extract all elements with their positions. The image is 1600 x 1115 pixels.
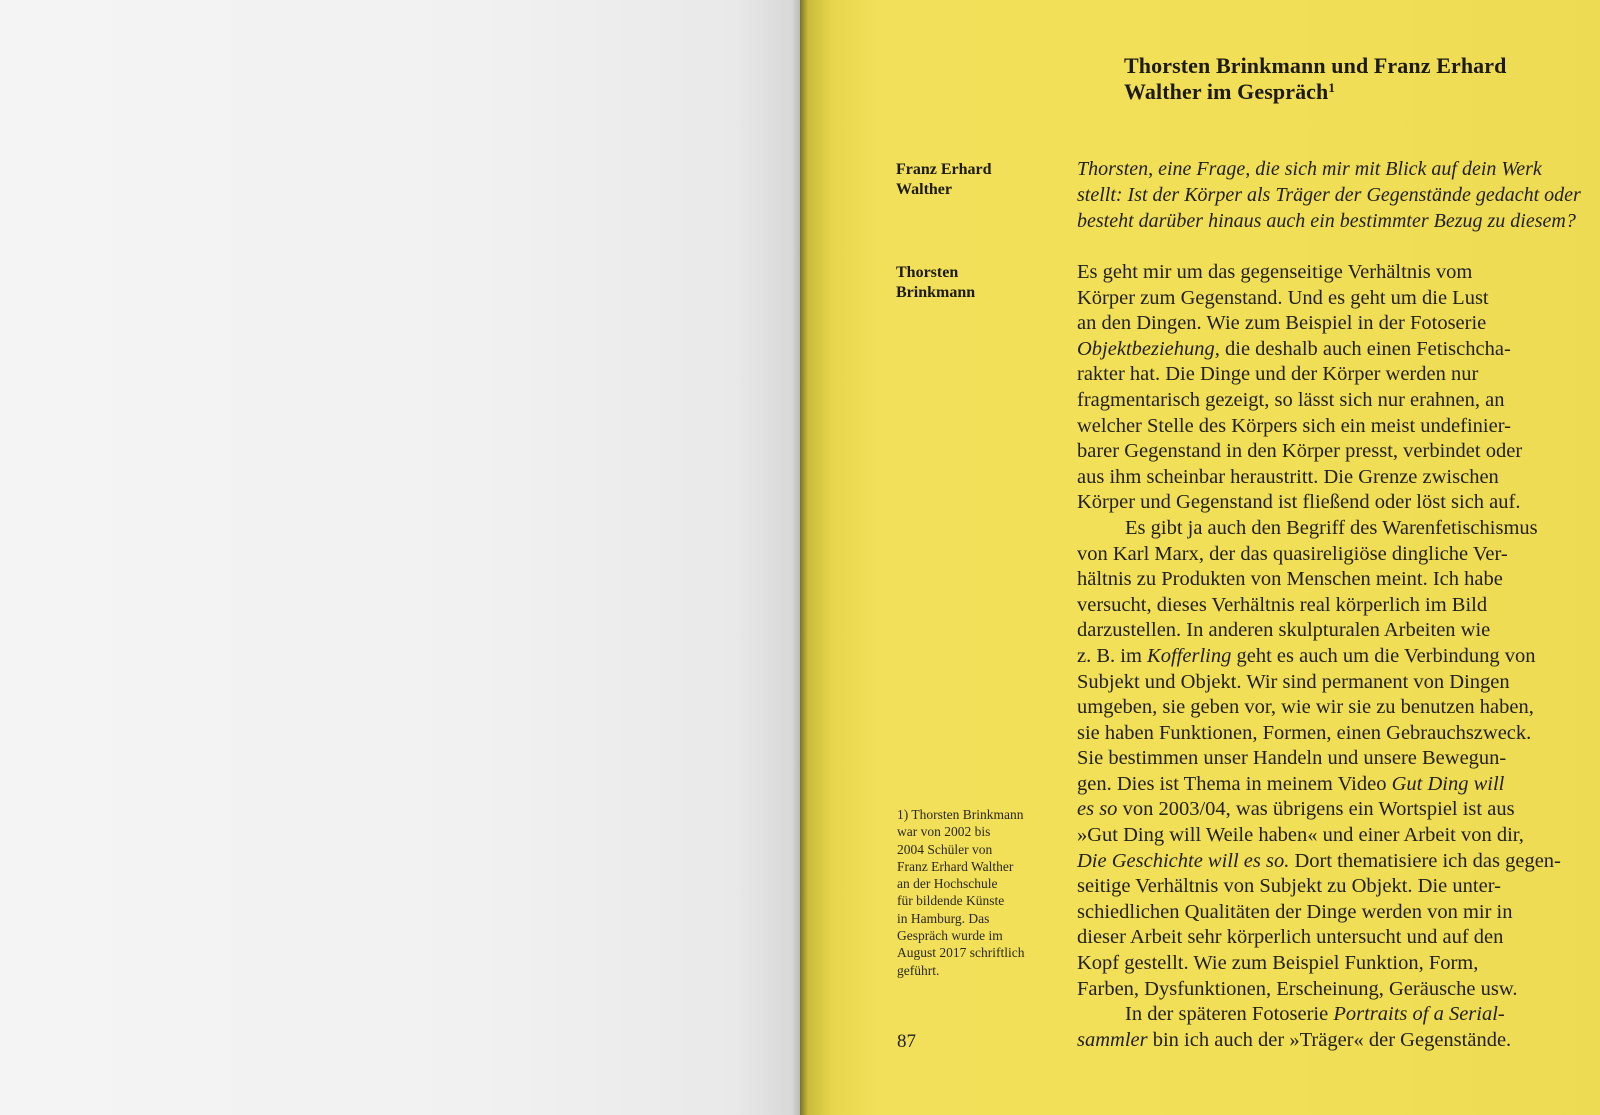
answer-line: an den Dingen. Wie zum Beispiel in der Fotoserie (1077, 312, 1487, 335)
speaker-brinkmann-line-2: Brinkmann (896, 284, 976, 301)
footnote-line: für bildende Künste (897, 893, 1005, 909)
answer-line-start: z. B. im (1077, 644, 1148, 667)
footnote-line: 2004 Schüler von (897, 841, 993, 857)
work-title-portraits-cont: sammler (1077, 1028, 1148, 1051)
answer-line-rest: Dort thematisiere ich das gegen- (1289, 849, 1561, 872)
footnote-line: in Hamburg. Das (897, 910, 990, 926)
answer-line-start: gen. Dies ist Thema in meinem Video (1077, 772, 1392, 795)
work-title-gut-ding-cont: es so (1077, 798, 1118, 821)
answer-line: rakter hat. Die Dinge und der Körper werden nur (1077, 363, 1479, 386)
answer-line: welcher Stelle des Körpers sich ein meist undefinier- (1077, 414, 1511, 437)
answer-line-rest: die deshalb auch einen Fetischcha- (1219, 337, 1511, 360)
answer-line-rest: bin ich auch der »Träger« der Gegenstände. (1147, 1028, 1512, 1051)
answer-line (1077, 849, 1587, 875)
answer-line (1077, 1028, 1587, 1054)
question-line: besteht darüber hinaus auch ein bestimmter Bezug zu diesem? (1077, 210, 1576, 232)
speaker-label-brinkmann (896, 263, 975, 303)
footnote-line: Gespräch wurde im (897, 928, 1003, 944)
work-title-kofferling: Kofferling (1147, 644, 1232, 667)
answer-line: Körper und Gegenstand ist fließend oder löst sich auf. (1077, 491, 1521, 514)
answer-line: aus ihm scheinbar heraustritt. Die Grenze zwischen (1077, 465, 1499, 488)
answer-line: Sie bestimmen unser Handeln und unsere Bewegun- (1077, 747, 1507, 770)
answer-line: hältnis zu Produkten von Menschen meint. Ich habe (1077, 568, 1503, 591)
title-line-2: Walther im Gespräch (1124, 79, 1329, 104)
footnote-line: an der Hochschule (897, 876, 998, 892)
work-title-objektbeziehung: Objektbeziehung, (1077, 337, 1220, 360)
answer-line (1077, 644, 1587, 670)
answer-line: versucht, dieses Verhältnis real körperlich im Bild (1077, 593, 1488, 616)
answer-text (1077, 260, 1587, 1053)
answer-line (1077, 1002, 1587, 1028)
answer-line: fragmentarisch gezeigt, so lässt sich nur erahnen, an (1077, 388, 1505, 411)
answer-line-rest: von 2003/04, was übrigens ein Wortspiel ist aus (1117, 798, 1515, 821)
answer-line: von Karl Marx, der das quasireligiöse dingliche Ver- (1077, 542, 1508, 565)
answer-line: dieser Arbeit sehr körperlich untersucht und auf den (1077, 926, 1504, 949)
answer-line: schiedlichen Qualitäten der Dinge werden von mir in (1077, 900, 1513, 923)
speaker-walther-line-2: Walther (896, 181, 952, 198)
page-number: 87 (897, 1031, 916, 1052)
work-title-die-geschichte: Die Geschichte will es so. (1077, 849, 1290, 872)
answer-line: Subjekt und Objekt. Wir sind permanent von Dingen (1077, 670, 1510, 693)
work-title-gut-ding: Gut Ding will (1391, 772, 1505, 795)
answer-line: Es gibt ja auch den Begriff des Warenfetischismus (1125, 516, 1538, 539)
question-line: stellt: Ist der Körper als Träger der Gegenstände gedacht oder (1077, 184, 1581, 206)
answer-line: Körper zum Gegenstand. Und es geht um die Lust (1077, 286, 1489, 309)
answer-line (1077, 797, 1587, 823)
speaker-walther-line-1: Franz Erhard (896, 161, 992, 178)
work-title-portraits: Portraits of a Serial- (1333, 1003, 1505, 1026)
answer-line-rest: geht es auch um die Verbindung von (1231, 644, 1536, 667)
footnote-line: August 2017 schriftlich (897, 945, 1025, 961)
answer-line: darzustellen. In anderen skulpturalen Arbeiten wie (1077, 619, 1491, 642)
speaker-label-walther (896, 160, 992, 200)
footnote-line: war von 2002 bis (897, 824, 991, 840)
answer-line: sie haben Funktionen, Formen, einen Gebrauchszweck. (1077, 721, 1532, 744)
answer-line: Es geht mir um das gegenseitige Verhältnis vom (1077, 261, 1473, 283)
answer-line: Farben, Dysfunktionen, Erscheinung, Geräusche usw. (1077, 977, 1518, 1000)
question-paragraph (1077, 156, 1587, 234)
question-line: Thorsten, eine Frage, die sich mir mit Blick auf dein Werk (1077, 158, 1542, 180)
title-footnote-mark: 1 (1328, 80, 1335, 95)
answer-line: barer Gegenstand in den Körper presst, verbindet oder (1077, 440, 1523, 463)
footnote-line: Franz Erhard Walther (897, 858, 1014, 874)
footnote-line: 1) Thorsten Brinkmann (897, 807, 1024, 822)
answer-line-start: In der späteren Fotoserie (1125, 1003, 1334, 1026)
title-line-1: Thorsten Brinkmann und Franz Erhard (1124, 53, 1507, 78)
answer-line: seitige Verhältnis von Subjekt zu Objekt. Die unter- (1077, 875, 1501, 898)
answer-line (1077, 337, 1587, 363)
footnote-line: geführt. (897, 962, 940, 978)
answer-line: Kopf gestellt. Wie zum Beispiel Funktion, Form, (1077, 952, 1479, 975)
answer-line: »Gut Ding will Weile haben« und einer Arbeit von dir, (1077, 824, 1524, 847)
interview-title (1124, 53, 1554, 105)
answer-line (1077, 772, 1587, 798)
answer-line: umgeben, sie geben vor, wie wir sie zu benutzen haben, (1077, 696, 1534, 719)
footnote (897, 806, 1057, 979)
speaker-brinkmann-line-1: Thorsten (896, 264, 959, 281)
